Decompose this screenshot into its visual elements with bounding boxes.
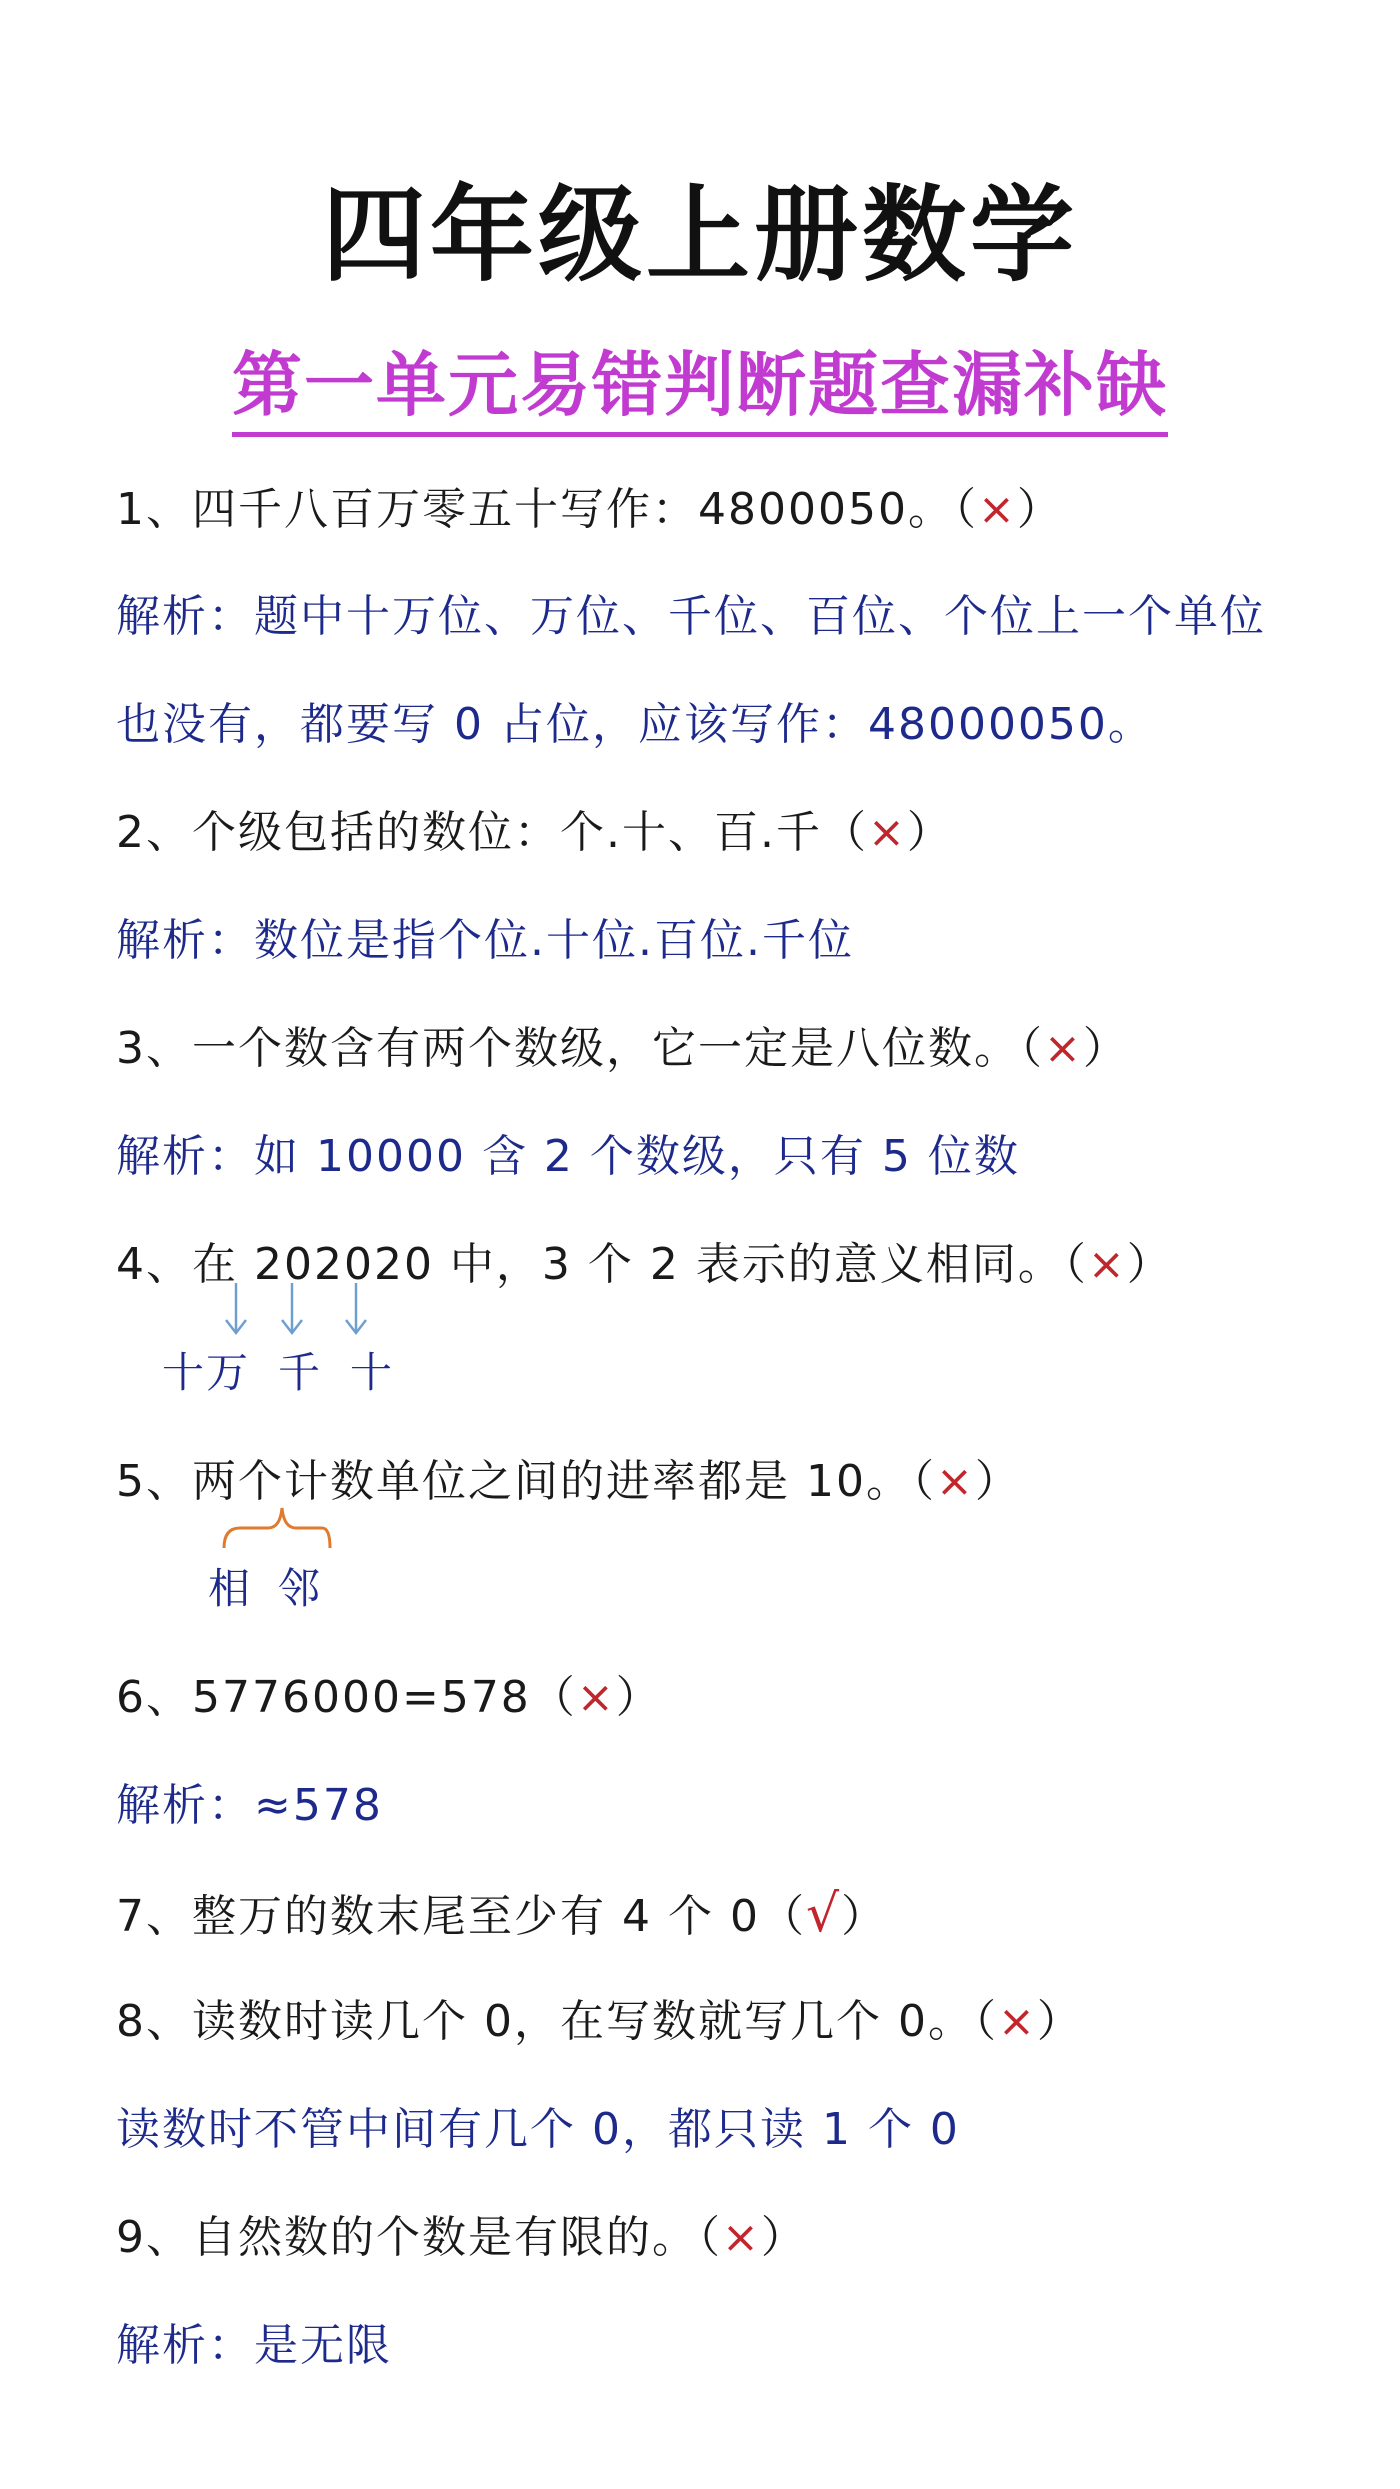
close-paren: ） [1082,1023,1129,1074]
close-paren: ） [906,807,953,858]
close-paren: ） [1036,1996,1083,2047]
answer-2: 解析：数位是指个位.十位.百位.千位 [116,915,854,966]
close-paren: ） [615,1672,662,1723]
place-label-thousand: 千 [278,1348,323,1397]
wrong-mark-icon: × [935,1456,975,1507]
answer-6: 解析：≈578 [116,1780,383,1831]
down-arrow-icon [282,1283,302,1333]
close-paren: ） [974,1456,1021,1507]
question-text: 6、5776000=578（ [116,1672,577,1723]
wrong-mark-icon: × [576,1672,616,1723]
question-text: 5、两个计数单位之间的进率都是 10。（ [116,1456,936,1507]
wrong-mark-icon: × [977,484,1017,535]
wrong-mark-icon: × [1044,1023,1083,1074]
wrong-mark-icon: × [867,807,907,858]
down-arrow-icon [226,1283,246,1333]
close-paren: ） [760,2212,807,2263]
down-arrow-icon [346,1283,366,1333]
question-text: 3、一个数含有两个数级，它一定是八位数。（ [116,1023,1044,1074]
page-subtitle: 第一单元易错判断题查漏补缺 [232,340,1168,437]
check-mark-icon: √ [805,1884,842,1944]
question-text: 7、整万的数末尾至少有 4 个 0（ [116,1891,806,1942]
answer-3: 解析：如 10000 含 2 个数级，只有 5 位数 [116,1131,1020,1182]
brace-icon [224,1508,330,1548]
close-paren: ） [1016,484,1063,535]
annotation-xiang: 相 [208,1564,253,1613]
place-label-ten: 十 [350,1348,395,1397]
close-paren: ） [1126,1239,1173,1290]
wrong-mark-icon: × [722,2212,761,2263]
question-text: 9、自然数的个数是有限的。（ [116,2212,722,2263]
page-title: 四年级上册数学 [321,174,1078,296]
wrong-mark-icon: × [1087,1239,1127,1290]
place-label-hundred-thousand: 十万 [162,1348,251,1397]
question-text: 4、在 202020 中，3 个 2 表示的意义相同。（ [116,1239,1088,1290]
close-paren: ） [841,1891,888,1942]
wrong-mark-icon: × [997,1996,1037,2047]
question-text: 2、个级包括的数位：个.十、百.千（ [116,807,868,858]
answer-8: 读数时不管中间有几个 0，都只读 1 个 0 [116,2104,960,2155]
annotation-lin: 邻 [278,1564,323,1613]
answer-9: 解析：是无限 [116,2320,392,2371]
question-text: 8、读数时读几个 0，在写数就写几个 0。（ [116,1996,998,2047]
question-text: 1、四千八百万零五十写作：4800050。（ [116,484,978,535]
answer-1b: 也没有，都要写 0 占位，应该写作：48000050。 [116,699,1154,750]
answer-1a: 解析：题中十万位、万位、千位、百位、个位上一个单位 [116,591,1266,642]
